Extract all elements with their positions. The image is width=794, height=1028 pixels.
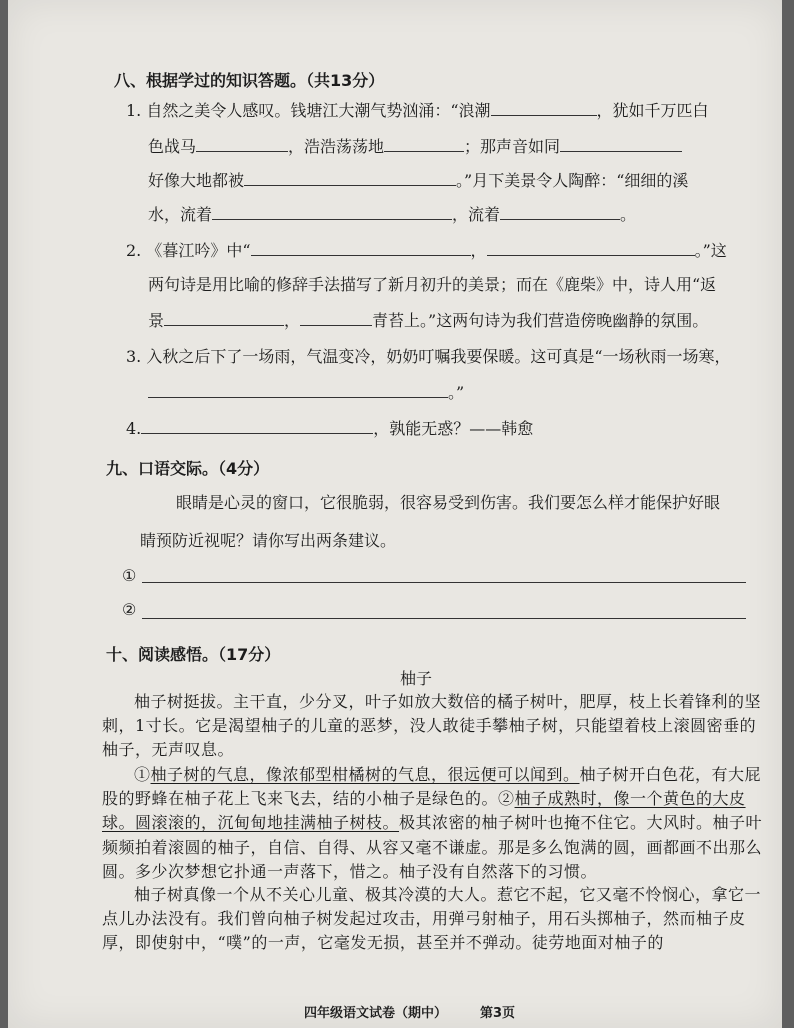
q1-text-2: ，犹如千万匹白: [596, 101, 709, 120]
q1-text-1: 1. 自然之美令人感叹。钱塘江大潮气势汹涌：“浪潮: [126, 101, 491, 120]
underlined-sentence-1: 柚子树的气息，像浓郁型柑橘树的气息，很远便可以闻到。: [150, 765, 580, 784]
passage-text: 极其浓密的柚子树叶也掩不住它。大风时。柚子叶频频拍着滚圆的柚子，自信、自得、从容又毫不谦虚。那是多么饱满的圆，画都画不出那么圆。多少次梦想它扑通一声落下，惜之。柚子没有自然落下的习惯。: [102, 813, 763, 881]
q2-line1: [126, 238, 727, 261]
q2-text-5: ，: [284, 311, 301, 330]
passage-title: 柚子: [400, 669, 433, 688]
q2-line2: 两句诗是用比喻的修辞手法描写了新月初升的美景；而在《鹿柴》中，诗人用“返: [148, 275, 717, 294]
answer-blank[interactable]: [164, 324, 284, 326]
q3-text-2: 。”: [448, 383, 465, 402]
section-9-heading: 九、口语交际。（4分）: [106, 459, 270, 478]
answer-blank[interactable]: [500, 218, 620, 220]
answer-blank[interactable]: [212, 218, 452, 220]
q1-text-4: ，浩浩荡荡地: [288, 137, 385, 156]
q3-line1: 3. 入秋之后下了一场雨，气温变冷，奶奶叮嘱我要保暖。这可真是“一场秋雨一场寒，: [126, 347, 731, 366]
footer-exam-name: 四年级语文试卷（期中）: [304, 1006, 448, 1021]
section-9-prompt-line1: 眼睛是心灵的窗口，它很脆弱，很容易受到伤害。我们要怎么样才能保护好眼: [176, 493, 721, 512]
section-8-heading: 八、根据学过的知识答题。（共13分）: [114, 71, 385, 90]
q3-line2: [148, 380, 464, 403]
answer-blank[interactable]: [244, 184, 456, 186]
underlined-sentence-2: 柚子成熟时，像一个黄色的大皮球。圆滚滚的，沉甸甸地挂满柚子树枝。: [102, 789, 746, 833]
q2-line3: [148, 308, 708, 331]
q1-text-9: ，流着: [452, 205, 501, 224]
answer-blank[interactable]: [384, 150, 464, 152]
passage-paragraph-3: 柚子树真像一个从不关心儿童、极其冷漠的大人。惹它不起，它又毫不怜悯心，拿它一点儿办法没有。我们曾向柚子树发起过攻击，用弹弓射柚子，用石头掷柚子，然而柚子皮厚，即使射中，“噗”的一声，它毫发无损，甚至并不弹动。徒劳地面对柚子的: [102, 885, 762, 953]
answer-blank[interactable]: [300, 324, 372, 326]
answer-blank[interactable]: [148, 396, 448, 398]
q1-line2: [148, 134, 682, 157]
q1-line1: [126, 98, 709, 121]
answer-blank[interactable]: [196, 150, 288, 152]
answer-line-1[interactable]: [142, 582, 746, 583]
q1-line4: [148, 202, 636, 225]
section-10-heading: 十、阅读感悟。（17分）: [106, 645, 281, 664]
sentence-marker-1: ①: [134, 765, 151, 784]
sentence-marker-2: ②: [498, 789, 515, 809]
q4-line: [126, 416, 533, 439]
q1-text-7: 。”月下美景令人陶醉：“细细的溪: [456, 171, 689, 190]
q1-text-6: 好像大地都被: [148, 171, 245, 190]
q1-text-8: 水，流着: [148, 205, 213, 224]
q2-text-3: 。”这: [694, 241, 727, 260]
q1-text-5: ；那声音如同: [464, 137, 561, 156]
answer-blank[interactable]: [560, 150, 682, 152]
answer-line-2[interactable]: [142, 618, 746, 619]
q2-text-6: 青苔上。”这两句诗为我们营造傍晚幽静的氛围。: [372, 311, 709, 330]
q4-text: ，孰能无惑？——韩愈: [373, 419, 534, 438]
passage-text: 柚子树开白色花，有大屁股的野蜂在柚子花上飞来飞去，结的小柚子是绿色的。: [102, 765, 762, 809]
answer-blank[interactable]: [251, 254, 471, 256]
q1-line3: [148, 168, 688, 191]
passage-paragraph-2: [102, 763, 764, 884]
q2-text-4: 景: [148, 311, 165, 330]
answer-marker-2: ②: [122, 600, 137, 619]
answer-blank[interactable]: [487, 254, 695, 256]
section-9-prompt-line2: 睛预防近视呢？请你写出两条建议。: [140, 531, 397, 550]
passage-paragraph-1: 柚子树挺拔。主干直，少分叉，叶子如放大数倍的橘子树叶，肥厚，枝上长着锋利的坚刺，1寸长。它是渴望柚子的儿童的恶梦，没人敢徒手攀柚子树，只能望着枝上滚圆密垂的柚子，无声叹息。: [102, 692, 762, 760]
answer-blank[interactable]: [141, 432, 373, 434]
answer-blank[interactable]: [491, 114, 597, 116]
q2-text-1: 2. 《暮江吟》中“: [126, 241, 251, 260]
exam-paper: [8, 0, 782, 1028]
footer-page-number: 第3页: [480, 1006, 516, 1021]
answer-marker-1: ①: [122, 566, 137, 585]
q4-number: 4.: [126, 419, 142, 438]
q1-text-3: 色战马: [148, 137, 197, 156]
q2-text-2: ，: [470, 241, 487, 260]
q1-text-10: 。: [620, 205, 637, 224]
